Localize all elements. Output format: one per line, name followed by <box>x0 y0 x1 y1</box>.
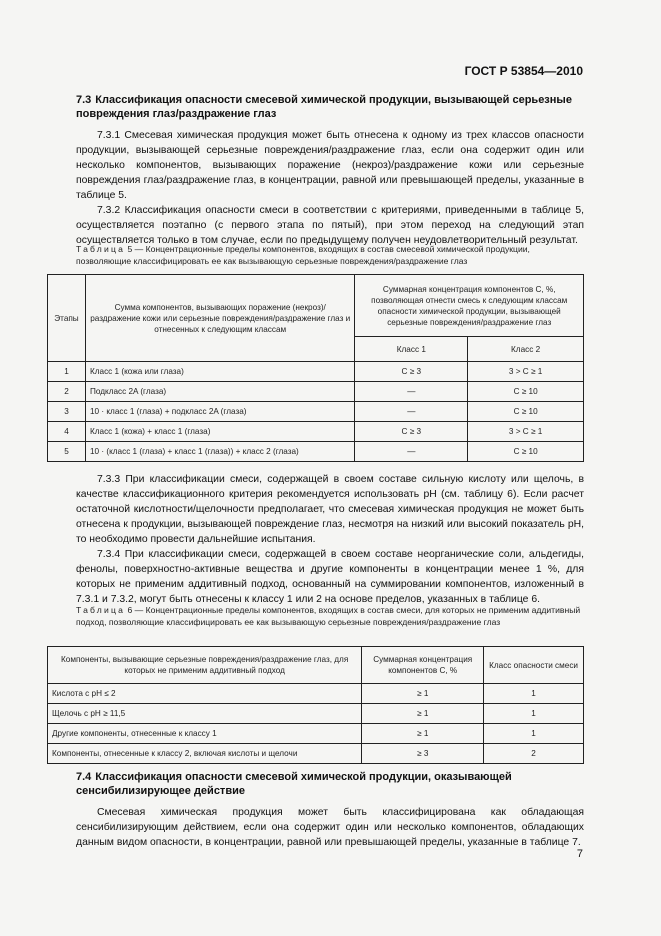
cell-stage: 2 <box>48 382 86 402</box>
table-row <box>48 442 584 462</box>
cell-class: 1 <box>484 684 584 704</box>
table-5 <box>47 274 584 462</box>
col-header-hazard-class: Класс опасности смеси <box>484 647 584 684</box>
col-header-class-2: Класс 2 <box>468 337 584 362</box>
cell-concentration: ≥ 3 <box>362 744 484 764</box>
table-row <box>48 724 584 744</box>
cell-desc: 10 · класс 1 (глаза) + подкласс 2A (глаза) <box>85 402 354 422</box>
table-word: Таблица <box>76 244 126 254</box>
caption-text: 6 — Концентрационные пределы компонентов, входящих в состав смеси, для которых не применим аддитивный подход, позволяющие классифицировать ее как вызывающую серьезные повреждения/раздражение глаз <box>76 605 581 627</box>
section-number: 7.4 <box>76 771 92 783</box>
cell-concentration: ≥ 1 <box>362 684 484 704</box>
cell-class-1: C ≥ 3 <box>355 362 468 382</box>
paragraph-7-3-2: 7.3.2 Классификация опасности смеси в соответствии с критериями, приведенными в таблице 5, осуществляется поэтапно (с первого этапа по пятый), при этом переход на следующий этап осуществляется только в том случае, если по предыдущему получен неудовлетворительный результат. <box>76 205 584 246</box>
cell-class-2: C ≥ 10 <box>468 442 584 462</box>
paragraph-7-3-1: 7.3.1 Смесевая химическая продукция может быть отнесена к одному из трех классов опасности продукции, вызывающей серьезные повреждения/раздражение глаз, если она содержит один или несколько компонентов, вызывающих поражение (некроз)/раздражение кожи или серьезные повреждения глаз/раздражение глаз, в концентрации, равной или превышающей пределы, указанные в таблице 5. <box>76 130 584 201</box>
section-title: Классификация опасности смесевой химической продукции, вызывающей серьезные повреждения глаз/раздражение глаз <box>76 94 572 120</box>
cell-class: 2 <box>484 744 584 764</box>
cell-component: Другие компоненты, отнесенные к классу 1 <box>48 724 362 744</box>
section-7-4 <box>76 770 584 850</box>
table-row <box>48 402 584 422</box>
cell-component: Компоненты, отнесенные к классу 2, включая кислоты и щелочи <box>48 744 362 764</box>
table-row <box>48 362 584 382</box>
cell-class-2: 3 > C ≥ 1 <box>468 362 584 382</box>
page-number: 7 <box>576 848 583 860</box>
table-word: Таблица <box>76 605 126 615</box>
cell-concentration: ≥ 1 <box>362 724 484 744</box>
col-header-components: Компоненты, вызывающие серьезные повреждения/раздражение глаз, для которых не применим аддитивный подход <box>48 647 362 684</box>
section-number: 7.3 <box>76 94 92 106</box>
section-heading <box>76 770 584 798</box>
col-header-concentration: Суммарная концентрация компонентов С, %, позволяющая отнести смесь к следующим классам опасности химической продукции, вызывающей серьезные повреждения/раздражение глаз <box>355 275 584 337</box>
table-row <box>48 684 584 704</box>
cell-class-1: C ≥ 3 <box>355 422 468 442</box>
section-heading <box>76 93 584 121</box>
cell-component: Кислота с pH ≤ 2 <box>48 684 362 704</box>
cell-class-2: C ≥ 10 <box>468 402 584 422</box>
table-row <box>48 422 584 442</box>
cell-class-1: — <box>355 382 468 402</box>
doc-code: ГОСТ Р 53854—2010 <box>464 64 583 78</box>
table-6 <box>47 646 584 764</box>
caption-text: 5 — Концентрационные пределы компонентов, входящих в состав смесевой химической продукции, позволяющие классифицировать ее как вызывающую серьезные повреждения/раздражение глаз <box>76 244 530 266</box>
table-row <box>48 704 584 724</box>
cell-class: 1 <box>484 704 584 724</box>
paragraph-7-3-3: 7.3.3 При классификации смеси, содержащей в своем составе сильную кислоту или щелочь, в качестве классификационного критерия рекомендуется использовать pH (см. таблицу 6). Если расчет остаточной кислотности/щелочности предполагает, что смесевая химическая продукция не может быть отнесена к продукции, вызывающей повреждение глаз, несмотря на низкий или высокий показатель pH, то необходимо провести дальнейшие испытания. <box>76 474 584 545</box>
table-row <box>48 382 584 402</box>
cell-class-1: — <box>355 442 468 462</box>
cell-component: Щелочь с pH ≥ 11,5 <box>48 704 362 724</box>
cell-desc: Класс 1 (кожа или глаза) <box>85 362 354 382</box>
cell-class-2: 3 > C ≥ 1 <box>468 422 584 442</box>
cell-class: 1 <box>484 724 584 744</box>
cell-desc: Подкласс 2A (глаза) <box>85 382 354 402</box>
col-header-sum: Сумма компонентов, вызывающих поражение (некроз)/раздражение кожи или серьезные повреждения/раздражение глаз и отнесенных к следующим классам <box>85 275 354 362</box>
col-header-stage: Этапы <box>48 275 86 362</box>
paragraph-7-3-4: 7.3.4 При классификации смеси, содержащей в своем составе неорганические соли, альдегиды, фенолы, поверхностно-активные вещества и другие компоненты в концентрации менее 1 %, для которых не применим аддитивный подход, основанный на суммировании компонентов, изложенный в 7.3.1 и 7.3.2, могут быть отнесены к классу 1 или 2 на основе пределов, указанных в таблице 6. <box>76 549 584 605</box>
cell-concentration: ≥ 1 <box>362 704 484 724</box>
cell-stage: 3 <box>48 402 86 422</box>
table-6-caption <box>76 604 584 628</box>
cell-desc: 10 · (класс 1 (глаза) + класс 1 (глаза)) + класс 2 (глаза) <box>85 442 354 462</box>
paragraphs-7-3-3-4 <box>76 472 584 607</box>
col-header-class-1: Класс 1 <box>355 337 468 362</box>
section-7-3 <box>76 93 584 248</box>
cell-stage: 4 <box>48 422 86 442</box>
section-title: Классификация опасности смесевой химической продукции, оказывающей сенсибилизирующее действие <box>76 771 512 797</box>
cell-stage: 1 <box>48 362 86 382</box>
col-header-concentration: Суммарная концентрация компонентов С, % <box>362 647 484 684</box>
table-row <box>48 744 584 764</box>
cell-class-2: C ≥ 10 <box>468 382 584 402</box>
paragraph-7-4: Смесевая химическая продукция может быть классифицирована как обладающая сенсибилизирующим действием, если она содержит один или несколько компонентов, обладающих данным видом опасности, в концентрации, равной или превышающей пределы, указанные в таблице 7. <box>76 807 584 848</box>
cell-stage: 5 <box>48 442 86 462</box>
cell-desc: Класс 1 (кожа) + класс 1 (глаза) <box>85 422 354 442</box>
table-5-caption <box>76 243 584 267</box>
cell-class-1: — <box>355 402 468 422</box>
